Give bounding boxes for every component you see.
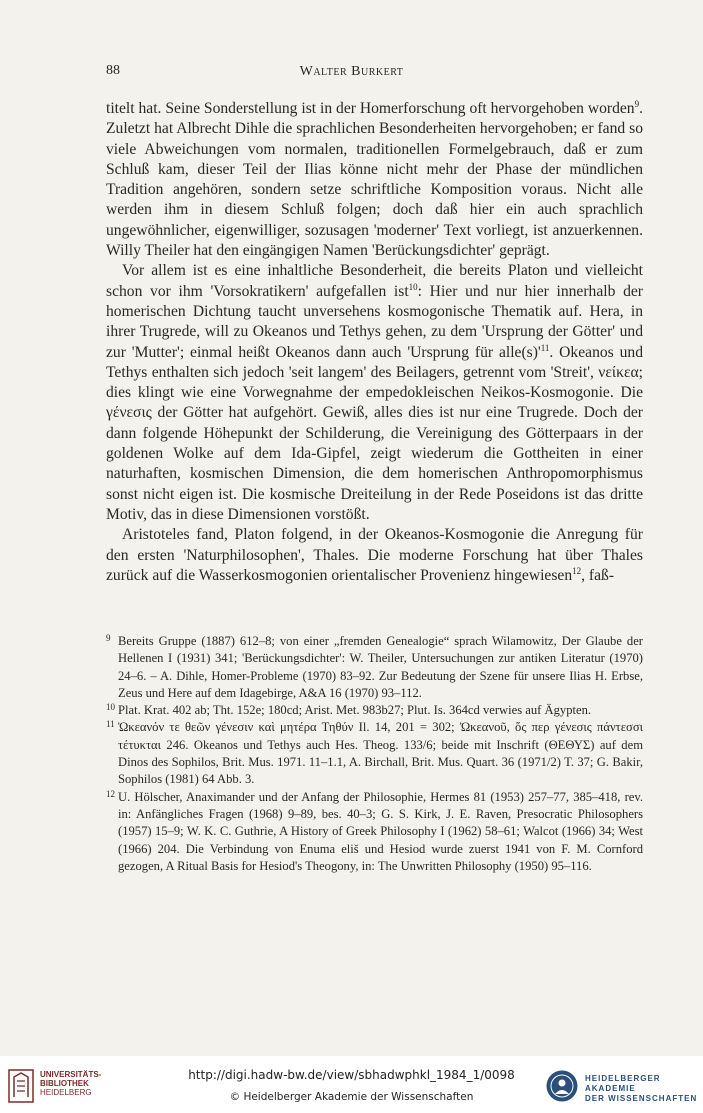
- footnote-10: [106, 702, 643, 719]
- footnote-text: Plat. Krat. 402 ab; Tht. 152e; 180cd; Arist. Met. 983b27; Plut. Is. 364cd verwies auf Ägypten.: [118, 703, 592, 718]
- footnote-12: [106, 789, 643, 875]
- footnote-ref-9[interactable]: 9: [634, 98, 640, 109]
- footnote-ref-12[interactable]: 12: [572, 565, 582, 576]
- footnote-number: 10: [106, 702, 115, 713]
- footnote-number: 11: [106, 719, 115, 730]
- paragraph-3: Aristoteles fand, Platon folgend, in der Okeanos-Kosmogonie die Anregung für den ersten 'Naturphilosophen', Thales. Die moderne Forschung hat über Thales zurück auf die Wasserkosmogonien orientalischer Provenienz hingewiesen$^{12}$, faß-: [106, 526, 643, 584]
- footnote-ref-11[interactable]: 11: [540, 342, 550, 353]
- footnote-text: Bereits Gruppe (1887) 612–8; von einer „fremden Genealogie“ sprach Wilamowitz, Der Glaube der Hellenen I (1931) 341; 'Berückungsdichter': W. Theiler, Untersuchungen zur antiken Literatur (1970) 24–6. – A. Dihle, Homer-Probleme (1970) 83–92. Zur Bedeutung der Szene für unsere Ilias H. Erbse, Zeus und Here auf dem Idagebirge, A&A 16 (1970) 93–112.: [118, 634, 643, 700]
- paragraph-1: titelt hat. Seine Sonderstellung ist in der Homerforschung oft hervorgehoben worden$^9$. Zuletzt hat Albrecht Dihle die sprachlichen Besonderheiten hervorgehoben; er fand so viele Abweichungen vom normalen, traditionellen Formelgebrauch, daß er zum Schluß kam, dieser Teil der Ilias könne nicht mehr der Phase der mündlichen Tradition angehören, sondern setze schriftliche Komposition voraus. Nicht alle werden ihm in diesem Schluß folgen; doch daß hier ein auch sprachlich ungewöhnlicher, eigenwilliger, sozusagen 'moderner' Text vorliegt, ist anzuerkennen. Willy Theiler hat den eingängigen Namen 'Berückungsdichter' geprägt.: [106, 98, 643, 260]
- footnote-text: U. Hölscher, Anaximander und der Anfang der Philosophie, Hermes 81 (1953) 257–77, 385–418, rev. in: Anfängliches Fragen (1968) 9–89, bes. 40–3; G. S. Kirk, J. E. Raven, Presocratic Philosophers (1957) 15–9; W. K. C. Guthrie, A History of Greek Philosophy I (1962) 58–61; Walcot (1966) 34; West (1966) 204. Die Verbindung von Enuma eliš und Hesiod wurde zuerst 1941 von F. M. Cornford gezogen, A Ritual Basis for Hesiod's Theogony, in: The Unwritten Philosophy (1950) 95–116.: [118, 789, 643, 873]
- footnotes: [106, 633, 643, 875]
- footnote-text: Ὠκεανόν τε θεῶν γένεσιν καὶ μητέρα Τηθύν Il. 14, 201 = 302; Ὠκεανοῦ, ὅς περ γένεσις πάντεσσι τέτυκται 246. Okeanos und Tethys auch Hes. Theog. 133/6; beide mit Inschrift (ΘΕΘΥΣ) auf dem Dinos des Sophilos, Brit. Mus. 1971. 11–1.1, A. Birchall, Brit. Mus. Quart. 36 (1971/2) T. 37; G. Bakir, Sophilos (1981) 64 Abb. 3.: [118, 720, 643, 787]
- university-library-name: UNIVERSITÄTS- BIBLIOTHEK HEIDELBERG: [40, 1070, 102, 1097]
- footnote-11: [106, 719, 643, 788]
- academy-name: HEIDELBERGER AKADEMIE DER WISSENSCHAFTEN: [585, 1074, 698, 1103]
- footnote-number: 12: [106, 788, 115, 799]
- permalink-url[interactable]: http://digi.hadw-bw.de/view/sbhadwphkl_1984_1/0098: [188, 1068, 515, 1082]
- paragraph-2: Vor allem ist es eine inhaltliche Besonderheit, die bereits Platon und vielleicht schon vor ihm 'Vorsokratikern' aufgefallen ist$^{10}$: Hier und nur hier innerhalb der homerischen Dichtung taucht unversehens kosmogonische Thematik auf. Hera, in ihrer Trugrede, will zu Okeanos und Tethys gehen, zu dem 'Ursprung der Götter' und zur 'Mutter'; einmal heißt Okeanos dann auch 'Ursprung für $alle(s)'^{11}$. Okeanos und Tethys enthalten sich jedoch 'seit langem' des Beilagers, getrennt vom 'Streit', νείκεα; dies klingt wie eine Vorwegnahme der empedokleischen Neikos-Kosmogonie. Die γένεσις der Götter hat aufgehört. Gewiß, alles dies ist nur eine Trugrede. Doch der dann folgende Höhepunkt der Schilderung, die Vereinigung des Götterpaars in der goldenen Wolke auf dem Ida-Gipfel, zeigt wiederum die Gottheiten in einer naturhaften, kosmischen Dimension, die dem homerischen Anthropomorphismus sonst nicht eigen ist. Die kosmische Dreiteilung in der Rede Poseidons ist das dritte Motiv, das in diese Dimensionen vorstößt.: [106, 262, 643, 523]
- footnote-9: [106, 633, 643, 702]
- footnote-ref-10[interactable]: 10: [408, 281, 418, 292]
- running-header: [0, 63, 703, 83]
- academy-seal-icon[interactable]: [545, 1069, 579, 1103]
- footnote-number: 9: [106, 633, 111, 643]
- copyright-notice: © Heidelberger Akademie der Wissenschaften: [229, 1091, 474, 1103]
- viewer-footer: [0, 1056, 703, 1113]
- running-title: Walter Burkert: [299, 64, 404, 79]
- page-number: 88: [106, 63, 120, 78]
- main-text: [106, 99, 643, 586]
